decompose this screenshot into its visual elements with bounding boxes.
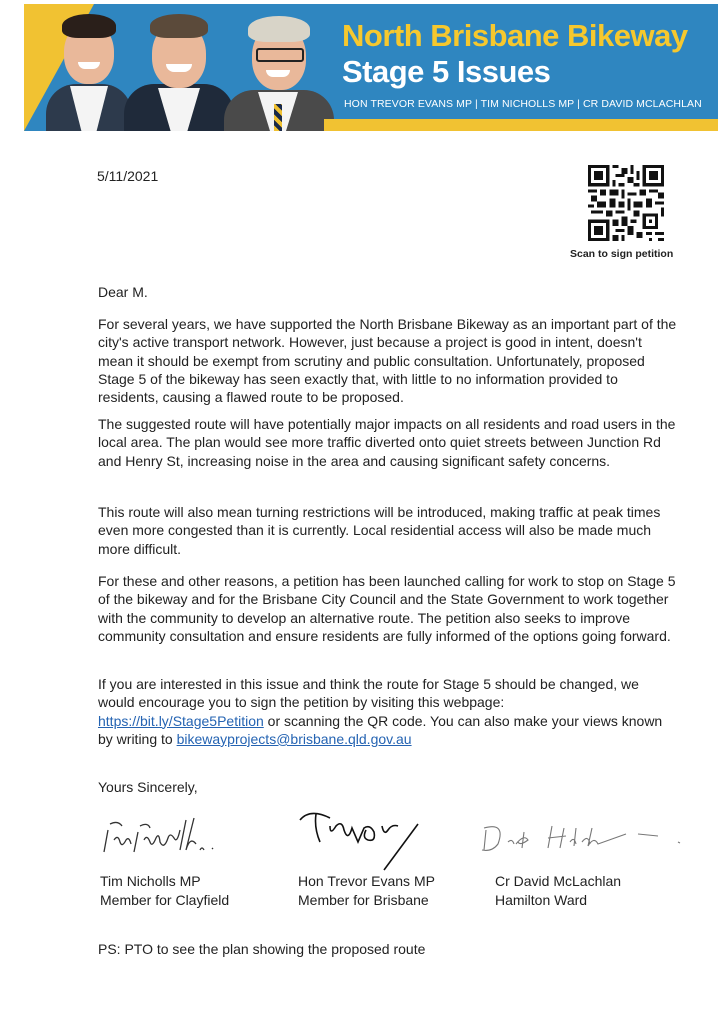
signer-block <box>298 872 435 909</box>
salutation: Dear M. <box>98 284 148 300</box>
photo-tim-nicholls <box>124 4 234 131</box>
paragraph-5 <box>98 675 678 748</box>
signer-role: Member for Brisbane <box>298 891 429 908</box>
postscript: PS: PTO to see the plan showing the proposed route <box>98 941 426 957</box>
petition-link[interactable]: https://bit.ly/Stage5Petition <box>98 712 264 729</box>
email-link[interactable]: bikewayprojects@brisbane.qld.gov.au <box>176 730 412 747</box>
banner-title: North Brisbane Bikeway <box>342 18 688 53</box>
paragraph-3: This route will also mean turning restrictions will be introduced, making traffic at peak times even more congested than it is currently. Local residential access will also be made much more difficult. <box>98 504 661 557</box>
signature-trevor-evans <box>296 802 436 872</box>
signer-role: Member for Clayfield <box>100 891 230 908</box>
paragraph-5-intro: If you are interested in this issue and think the route for Stage 5 should be changed, we would encourage you to sign the petition by visiting this webpage: <box>98 676 639 711</box>
header-banner <box>24 4 718 131</box>
signer-name: Cr David McLachlan <box>495 873 622 889</box>
qr-caption: Scan to sign petition <box>570 248 674 260</box>
photo-david-mclachlan <box>224 4 334 131</box>
letter-date: 5/11/2021 <box>97 168 159 184</box>
banner-yellow-stripe <box>324 119 718 131</box>
signer-name: Tim Nicholls MP <box>100 873 201 889</box>
signer-block <box>100 872 229 909</box>
qr-code-icon[interactable] <box>588 165 664 241</box>
photo-trevor-evans <box>44 4 134 131</box>
paragraph-4: For these and other reasons, a petition has been launched calling for work to stop on Stage 5 of the bikeway and for the Brisbane City Council and the State Government to work together with the community to develop an alternative route. The petition also seeks to improve community consultation and ensure residents are fully informed of the options going forward. <box>98 573 676 644</box>
banner-subtitle: Stage 5 Issues <box>342 54 551 89</box>
closing: Yours Sincerely, <box>98 779 198 795</box>
signature-david-mclachlan <box>478 818 698 858</box>
paragraph-2: The suggested route will have potentially major impacts on all residents and road users in the local area. The plan would see more traffic diverted onto quiet streets between Junction Rd and Henry St, increasing noise in the area and causing significant safety concerns. <box>98 416 676 469</box>
signer-block <box>495 872 621 909</box>
banner-names: HON TREVOR EVANS MP | TIM NICHOLLS MP | CR DAVID MCLACHLAN <box>344 98 702 110</box>
signature-tim-nicholls <box>100 810 260 860</box>
paragraph-1: For several years, we have supported the North Brisbane Bikeway as an important part of the city's active transport network. However, just because a project is good in intent, doesn't mean it should be exempt from scrutiny and public consultation. Unfortunately, proposed Stage 5 of the bikeway has seen exactly that, with little to no information provided to residents, causing a flawed route to be proposed. <box>98 316 677 406</box>
signer-role: Hamilton Ward <box>495 891 588 908</box>
paragraph-5-middle: or scanning the QR code. You can also make your views known by writing to <box>98 712 663 747</box>
signer-name: Hon Trevor Evans MP <box>298 873 435 889</box>
